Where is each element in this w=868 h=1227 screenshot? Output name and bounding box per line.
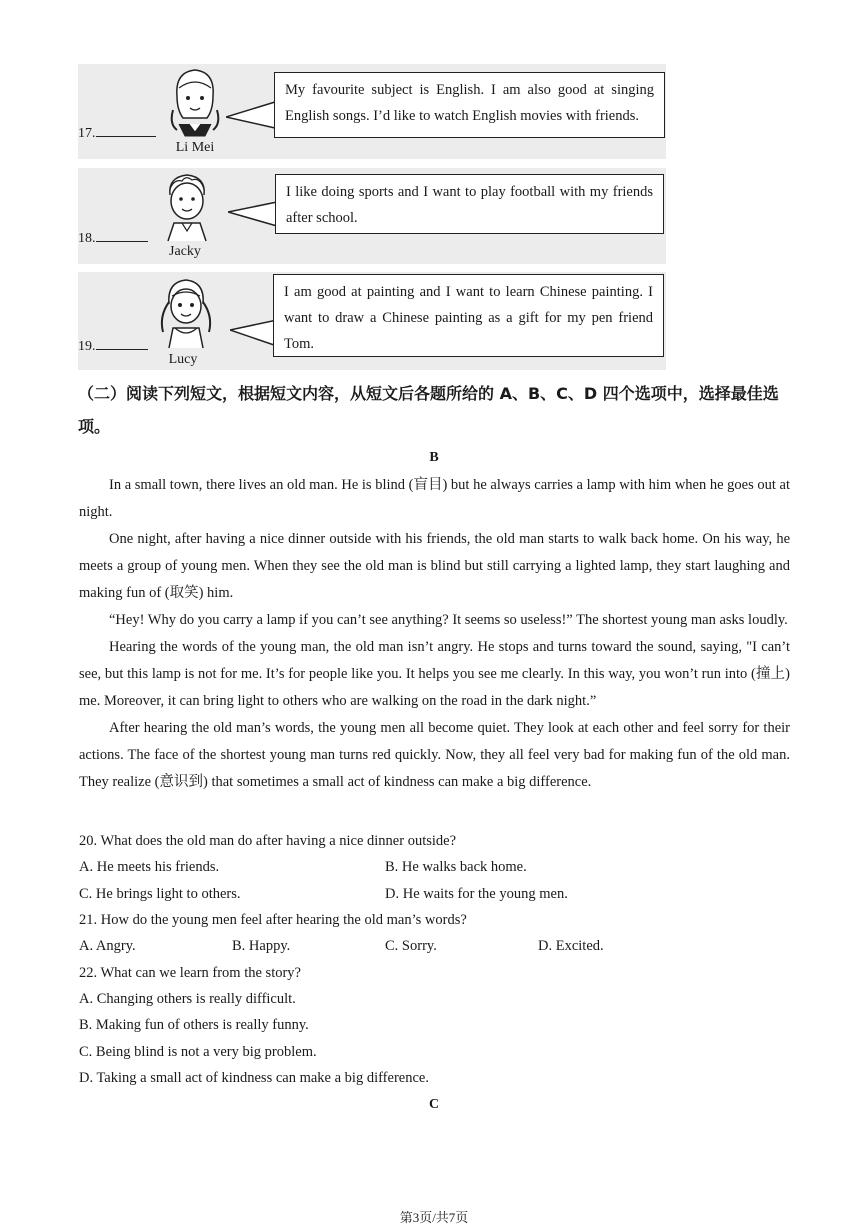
passage-b-paragraph-3: “Hey! Why do you carry a lamp if you can’t see anything? It seems so useless!” The shortest young man asks loudly. bbox=[109, 612, 788, 628]
speech-bubble-17: My favourite subject is English. I am also good at singing English songs. I’d like to watch English movies with friends. bbox=[274, 72, 665, 138]
question-number-18: 18. bbox=[78, 231, 96, 246]
passage-b-label: B bbox=[429, 450, 439, 465]
passage-b-paragraph-5: After hearing the old man’s words, the young men all become quiet. They look at each other and feel sorry for their actions. The face of the shortest young man turns red quickly. Now, they all feel very bad for making fun of the old man. They realize (意识到) that sometimes a small act of kindness can make a big difference. bbox=[79, 720, 790, 790]
question-20-option-c[interactable]: C. He brings light to others. bbox=[79, 886, 241, 902]
question-20-option-b[interactable]: B. He walks back home. bbox=[385, 859, 527, 875]
speech-pointer-18 bbox=[228, 200, 278, 230]
answer-blank-19[interactable] bbox=[78, 335, 148, 355]
speaker-name-lucy: Lucy bbox=[168, 352, 198, 367]
answer-blank-17[interactable] bbox=[78, 122, 156, 142]
speech-pointer-17 bbox=[226, 100, 276, 130]
question-22-option-a[interactable]: A. Changing others is really difficult. bbox=[79, 991, 296, 1007]
girl-portrait-icon bbox=[163, 66, 227, 140]
question-21-option-a[interactable]: A. Angry. bbox=[79, 938, 136, 954]
question-20-stem: 20. What does the old man do after having a nice dinner outside? bbox=[79, 833, 457, 849]
question-22-option-c[interactable]: C. Being blind is not a very big problem. bbox=[79, 1044, 317, 1060]
question-22-option-d[interactable]: D. Taking a small act of kindness can make a big difference. bbox=[79, 1070, 429, 1086]
section-instructions: （二）阅读下列短文，根据短文内容，从短文后各题所给的 A、B、C、D 四个选项中，选择最佳选项。 bbox=[78, 384, 779, 436]
question-22-stem: 22. What can we learn from the story? bbox=[79, 965, 301, 981]
speech-bubble-19: I am good at painting and I want to learn Chinese painting. I want to draw a Chinese painting as a gift for my pen friend Tom. bbox=[273, 274, 664, 357]
speech-pointer-19 bbox=[230, 318, 278, 348]
question-number-17: 17. bbox=[78, 126, 96, 141]
passage-c-label: C bbox=[428, 1097, 440, 1112]
passage-b-paragraph-2: One night, after having a nice dinner outside with his friends, the old man starts to walk back home. On his way, he meets a group of young men. When they see the old man is blind but still carrying a lighted lamp, they start laughing and making fun of (取笑) him. bbox=[79, 531, 790, 601]
speaker-name-li-mei: Li Mei bbox=[175, 140, 215, 155]
question-21-option-d[interactable]: D. Excited. bbox=[538, 938, 604, 954]
speaker-name-jacky: Jacky bbox=[169, 244, 201, 259]
girl-with-pigtails-portrait-icon bbox=[155, 276, 217, 350]
question-20-option-a[interactable]: A. He meets his friends. bbox=[79, 859, 220, 875]
question-22-option-b[interactable]: B. Making fun of others is really funny. bbox=[79, 1017, 309, 1033]
answer-blank-18[interactable] bbox=[78, 227, 148, 247]
boy-portrait-icon bbox=[160, 171, 214, 243]
question-21-option-b[interactable]: B. Happy. bbox=[232, 938, 291, 954]
question-21-stem: 21. How do the young men feel after hearing the old man’s words? bbox=[79, 912, 467, 928]
passage-b-paragraph-4: Hearing the words of the young man, the old man isn’t angry. He stops and turns toward the sound, saying, "I can’t see, but this lamp is not for me. It’s for people like you. It helps you see me clearly. In this way, you won’t run into (撞上) me. Moreover, it can bring light to others who are walking on the road in the dark night.” bbox=[79, 639, 790, 709]
question-21-option-c[interactable]: C. Sorry. bbox=[385, 938, 437, 954]
question-20-option-d[interactable]: D. He waits for the young men. bbox=[385, 886, 568, 902]
speech-bubble-18: I like doing sports and I want to play football with my friends after school. bbox=[275, 174, 664, 234]
passage-b-paragraph-1: In a small town, there lives an old man. He is blind (盲目) but he always carries a lamp with him when he goes out at night. bbox=[79, 477, 790, 520]
page-footer: 第3页/共7页 bbox=[399, 1210, 469, 1225]
question-number-19: 19. bbox=[78, 339, 96, 354]
passage-b-body bbox=[79, 472, 790, 796]
